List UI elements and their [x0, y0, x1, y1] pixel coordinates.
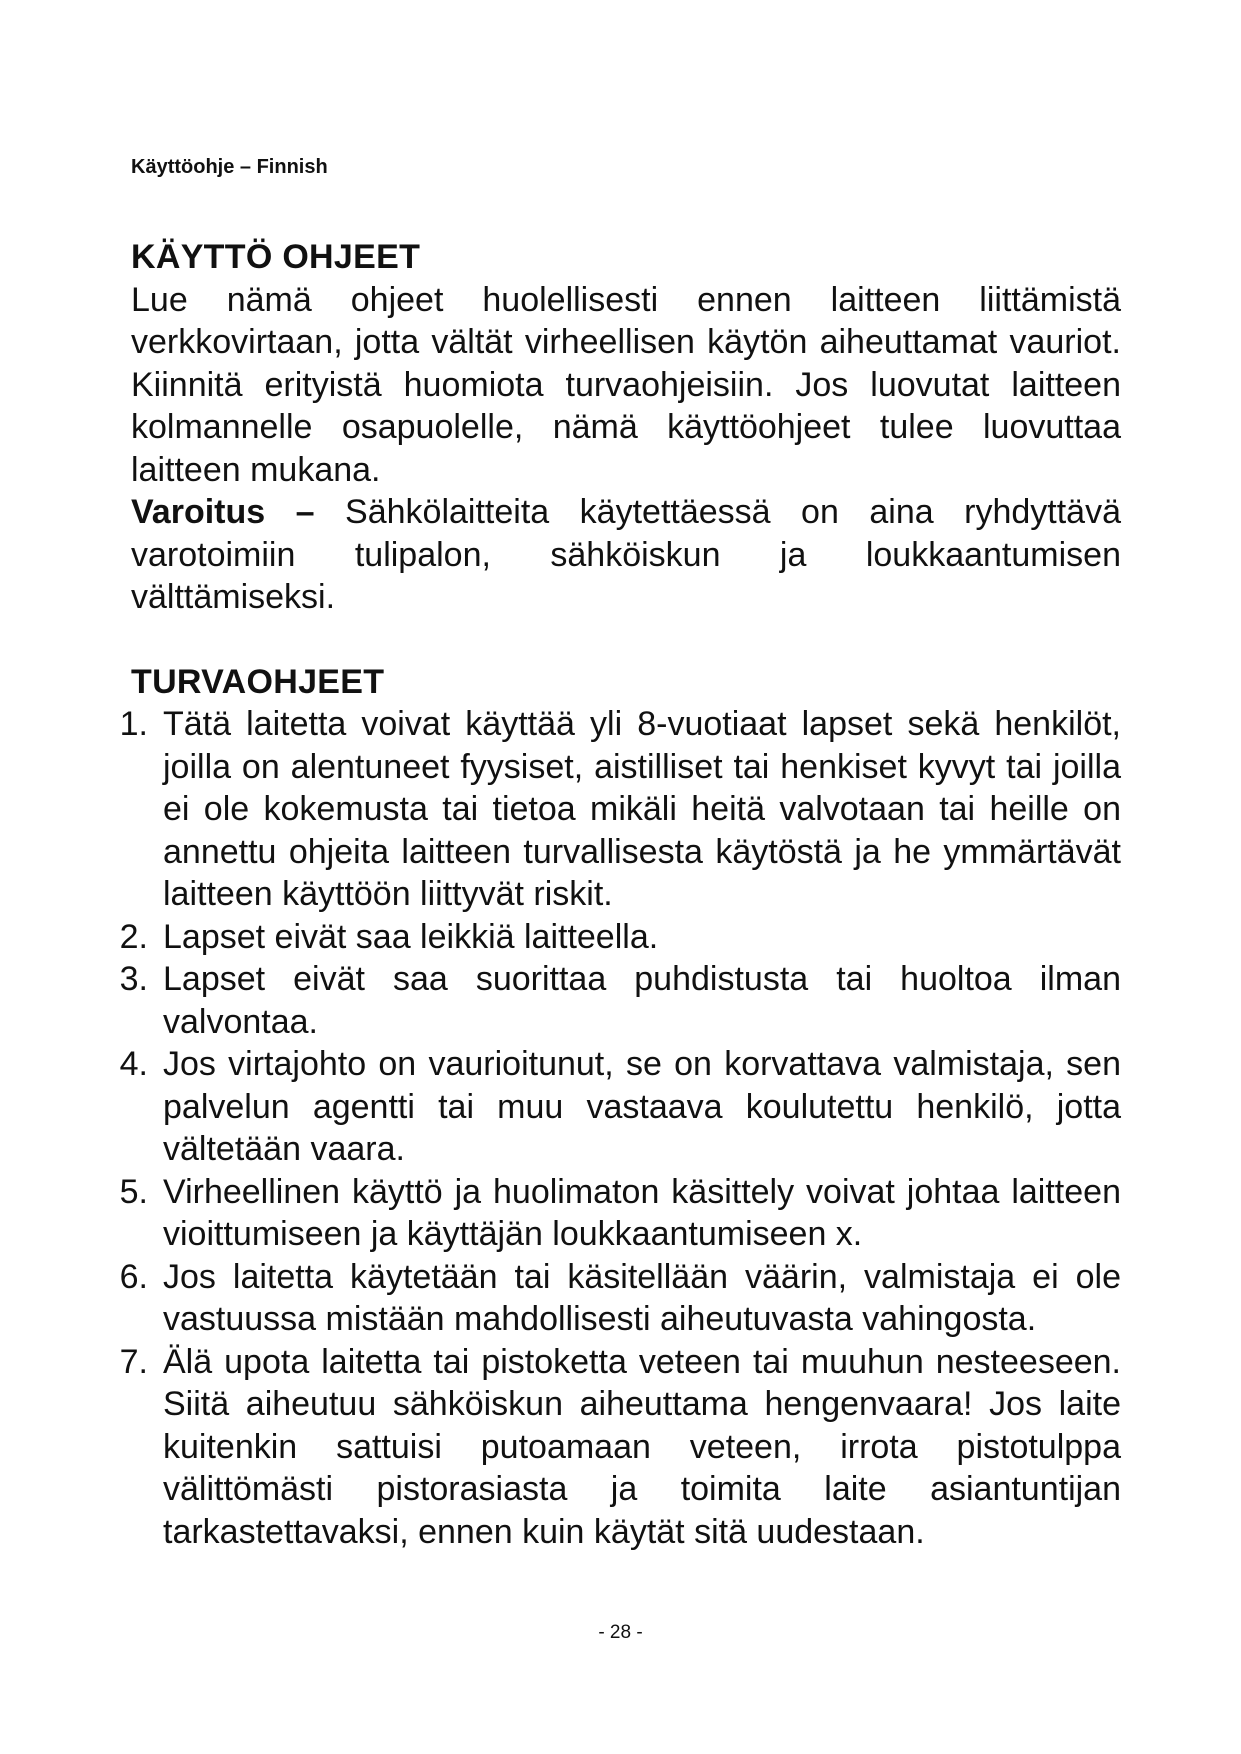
safety-item-6 — [119, 1256, 1121, 1341]
warning-text: Sähkölaitteita käytettäessä on aina ryhdyttävä varotoimiin tulipalon, sähköiskun ja loukkaantumisen välttämiseksi. — [131, 493, 1121, 616]
warning-paragraph — [131, 491, 1121, 619]
safety-item-3 — [119, 958, 1121, 1043]
page-content — [119, 236, 1121, 1553]
item-text: Lapset eivät saa suorittaa puhdistusta tai huoltoa ilman valvontaa. — [163, 960, 1121, 1041]
item-text: Lapset eivät saa leikkiä laitteella. — [163, 917, 659, 956]
safety-item-5 — [119, 1171, 1121, 1256]
item-text: Tätä laitetta voivat käyttää yli 8-vuotiaat lapset sekä henkilöt, joilla on alentuneet fyysiset, aistilliset tai henkiset kyvyt tai joilla ei ole kokemusta tai tietoa mikäli heitä valvotaan tai heille on annettu ohjeita laitteen turvallisesta käytöstä ja he ymmärtävät laitteen käyttöön liittyvät riskit. — [163, 705, 1121, 913]
safety-item-2 — [119, 916, 1121, 959]
item-number: 2. — [119, 917, 148, 956]
safety-item-7 — [119, 1341, 1121, 1554]
item-number: 3. — [119, 960, 148, 998]
instructions-intro: Lue nämä ohjeet huolellisesti ennen laitteen liittämistä verkkovirtaan, jotta vältät virheellisen käytön aiheuttamat vauriot. Kiinnitä erityistä huomiota turvaohjeisiin. Jos luovutat laitteen kolmannelle osapuolelle, nämä käyttöohjeet tulee luovuttaa laitteen mukana. — [131, 280, 1121, 489]
section-spacer — [131, 619, 1121, 661]
safety-list — [119, 703, 1121, 1553]
instructions-heading: KÄYTTÖ OHJEET — [131, 238, 421, 276]
warning-label: Varoitus – — [131, 493, 315, 531]
item-number: 6. — [119, 1257, 148, 1296]
item-number: 5. — [119, 1172, 148, 1211]
page-number: - 28 - — [598, 1622, 643, 1643]
item-text: Jos laitetta käytetään tai käsitellään väärin, valmistaja ei ole vastuussa mistään mahdollisesti aiheutuvasta vahingosta. — [163, 1257, 1121, 1338]
item-text: Jos virtajohto on vaurioitunut, se on korvattava valmistaja, sen palvelun agentti tai muu vastaava koulutettu henkilö, jotta vältetään vaara. — [163, 1045, 1121, 1168]
item-number: 7. — [119, 1342, 148, 1381]
safety-item-1 — [119, 703, 1121, 916]
item-text: Virheellinen käyttö ja huolimaton käsittely voivat johtaa laitteen vioittumiseen ja käyttäjän loukkaantumiseen x. — [163, 1172, 1121, 1253]
safety-heading: TURVAOHJEET — [131, 662, 385, 701]
running-header: Käyttöohje – Finnish — [131, 156, 328, 178]
item-text: Älä upota laitetta tai pistoketta veteen tai muuhun nesteeseen. Siitä aiheutuu sähköiskun aiheuttama hengenvaara! Jos laite kuitenkin sattuisi putoamaan veteen, irrota pistotulppa välittömästi pistorasiasta ja toimita laite asiantuntijan tarkastettavaksi, ennen kuin käytät sitä uudestaan. — [163, 1342, 1121, 1551]
item-number: 4. — [119, 1045, 148, 1083]
item-number: 1. — [119, 705, 148, 743]
safety-item-4 — [119, 1043, 1121, 1171]
